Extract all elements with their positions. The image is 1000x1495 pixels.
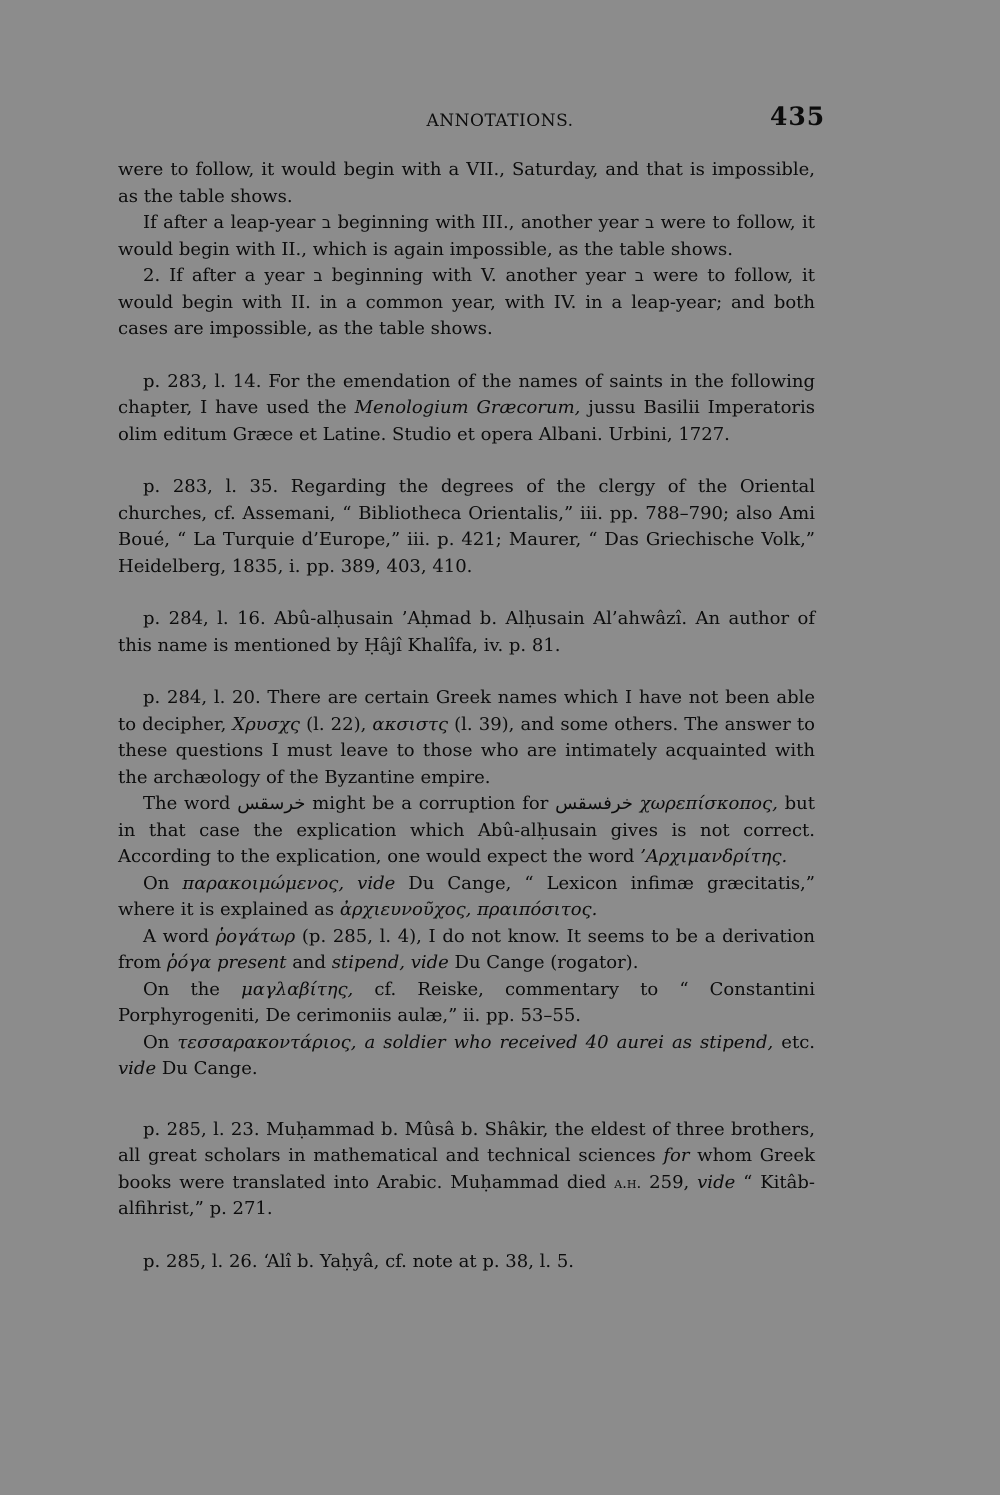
hebrew-letter: ב [645, 213, 655, 232]
greek-word: ῥόγα [166, 952, 212, 973]
hebrew-letter: ב [634, 266, 645, 285]
greek-word: ῥογάτωρ [215, 925, 296, 947]
greek-word: ’Αρχιμανδρίτης. [640, 846, 788, 867]
arabic-word: خرسقس [237, 793, 306, 814]
paragraph: were to follow, it would begin with a VII., Saturday, and that is impossible, as the table shows. [118, 159, 815, 207]
note-p283-l14: p. 283, l. 14. For the emendation of the names of saints in the following chapter, I have used the Menologium Græcorum, jussu Basilii Imperatoris olim editum Græce et Latine. Studio et opera Albani. Urbini, 1727. [118, 370, 815, 445]
page-number: 435 [770, 102, 826, 131]
paragraph: 2. If after a year ב beginning with V. another year ב were to follow, it would begin with II. in a common year, with IV. in a leap-year; and both cases are impossible, as the table shows. [118, 265, 816, 339]
greek-word: μαγλαβίτης, [241, 978, 354, 1000]
hebrew-letter: ב [313, 266, 323, 285]
paragraph: If after a leap-year ב beginning with III., another year ב were to follow, it would begin with II., which is again impossible, as the table shows. [118, 212, 815, 260]
note-p285-l26: p. 285, l. 26. ‘Alî b. Yaḥyâ, cf. note at p. 38, l. 5. [143, 1250, 575, 1272]
arabic-word: خرفسقس [555, 793, 633, 814]
greek-word: παρακοιμώμενος, [182, 872, 345, 894]
greek-word: χωρεπίσκοπος, [639, 793, 778, 814]
note-p285-l23: p. 285, l. 23. Muḥammad b. Mûsâ b. Shâkir, the eldest of three brothers, all great scholars in mathematical and technical sciences for whom Greek books were translated into Arabic. Muḥammad died a.h. 259, vide “ Kitâb-alfihrist,” p. 271. [118, 1118, 815, 1219]
paragraph: On παρακοιμώμενος, vide Du Cange, “ Lexicon infimæ græcitatis,” where it is explained as ἀρχιευνοῦχος, πραιπόσιτος. [118, 872, 815, 920]
greek-word: ακσιστς [372, 713, 449, 735]
paragraph: The word خرسقس might be a corruption for خرفسقس χωρεπίσκοπος, but in that case the explication which Abû-alḥusain gives is not correct. According to the explication, one would expect the word ’Αρχιμανδρίτης. [118, 793, 815, 867]
hebrew-letter: ב [321, 213, 332, 232]
greek-word: Χρυσχς [232, 713, 300, 735]
greek-word: ἀρχιευνοῦχος, πραιπόσιτος. [339, 899, 598, 920]
greek-word: τεσσαρακοντάριος, [177, 1031, 357, 1053]
note-p284-l16: p. 284, l. 16. Abû-alḥusain ’Aḥmad b. Alḥusain Al’ahwâzî. An author of this name is mentioned by Ḥâjî Khalîfa, iv. p. 81. [118, 608, 815, 656]
paragraph: On τεσσαρακοντάριος, a soldier who received 40 aurei as stipend, etc. vide Du Cange. [118, 1031, 815, 1079]
running-head: ANNOTATIONS. [426, 111, 574, 131]
paragraph: A word ῥογάτωρ (p. 285, l. 4), I do not know. It seems to be a derivation from ῥόγα present and stipend, vide Du Cange (rogator). [118, 925, 815, 973]
note-p284-l20: p. 284, l. 20. There are certain Greek names which I have not been able to decipher, Χρυσχς (l. 22), ακσιστς (l. 39), and some others. The answer to these questions I must leave to those who are intimately acquainted with the archæology of the Byzantine empire. [118, 687, 815, 788]
annotations-body [118, 157, 815, 1275]
paragraph: On the μαγλαβίτης, cf. Reiske, commentary to “ Constantini Porphyrogeniti, De cerimoniis aulæ,” ii. pp. 53–55. [118, 978, 815, 1026]
note-p283-l35: p. 283, l. 35. Regarding the degrees of the clergy of the Oriental churches, cf. Assemani, “ Bibliotheca Orientalis,” iii. pp. 788–790; also Ami Boué, “ La Turquie d’Europe,” iii. p. 421; Maurer, “ Das Griechische Volk,” Heidelberg, 1835, i. pp. 389, 403, 410. [118, 476, 815, 577]
